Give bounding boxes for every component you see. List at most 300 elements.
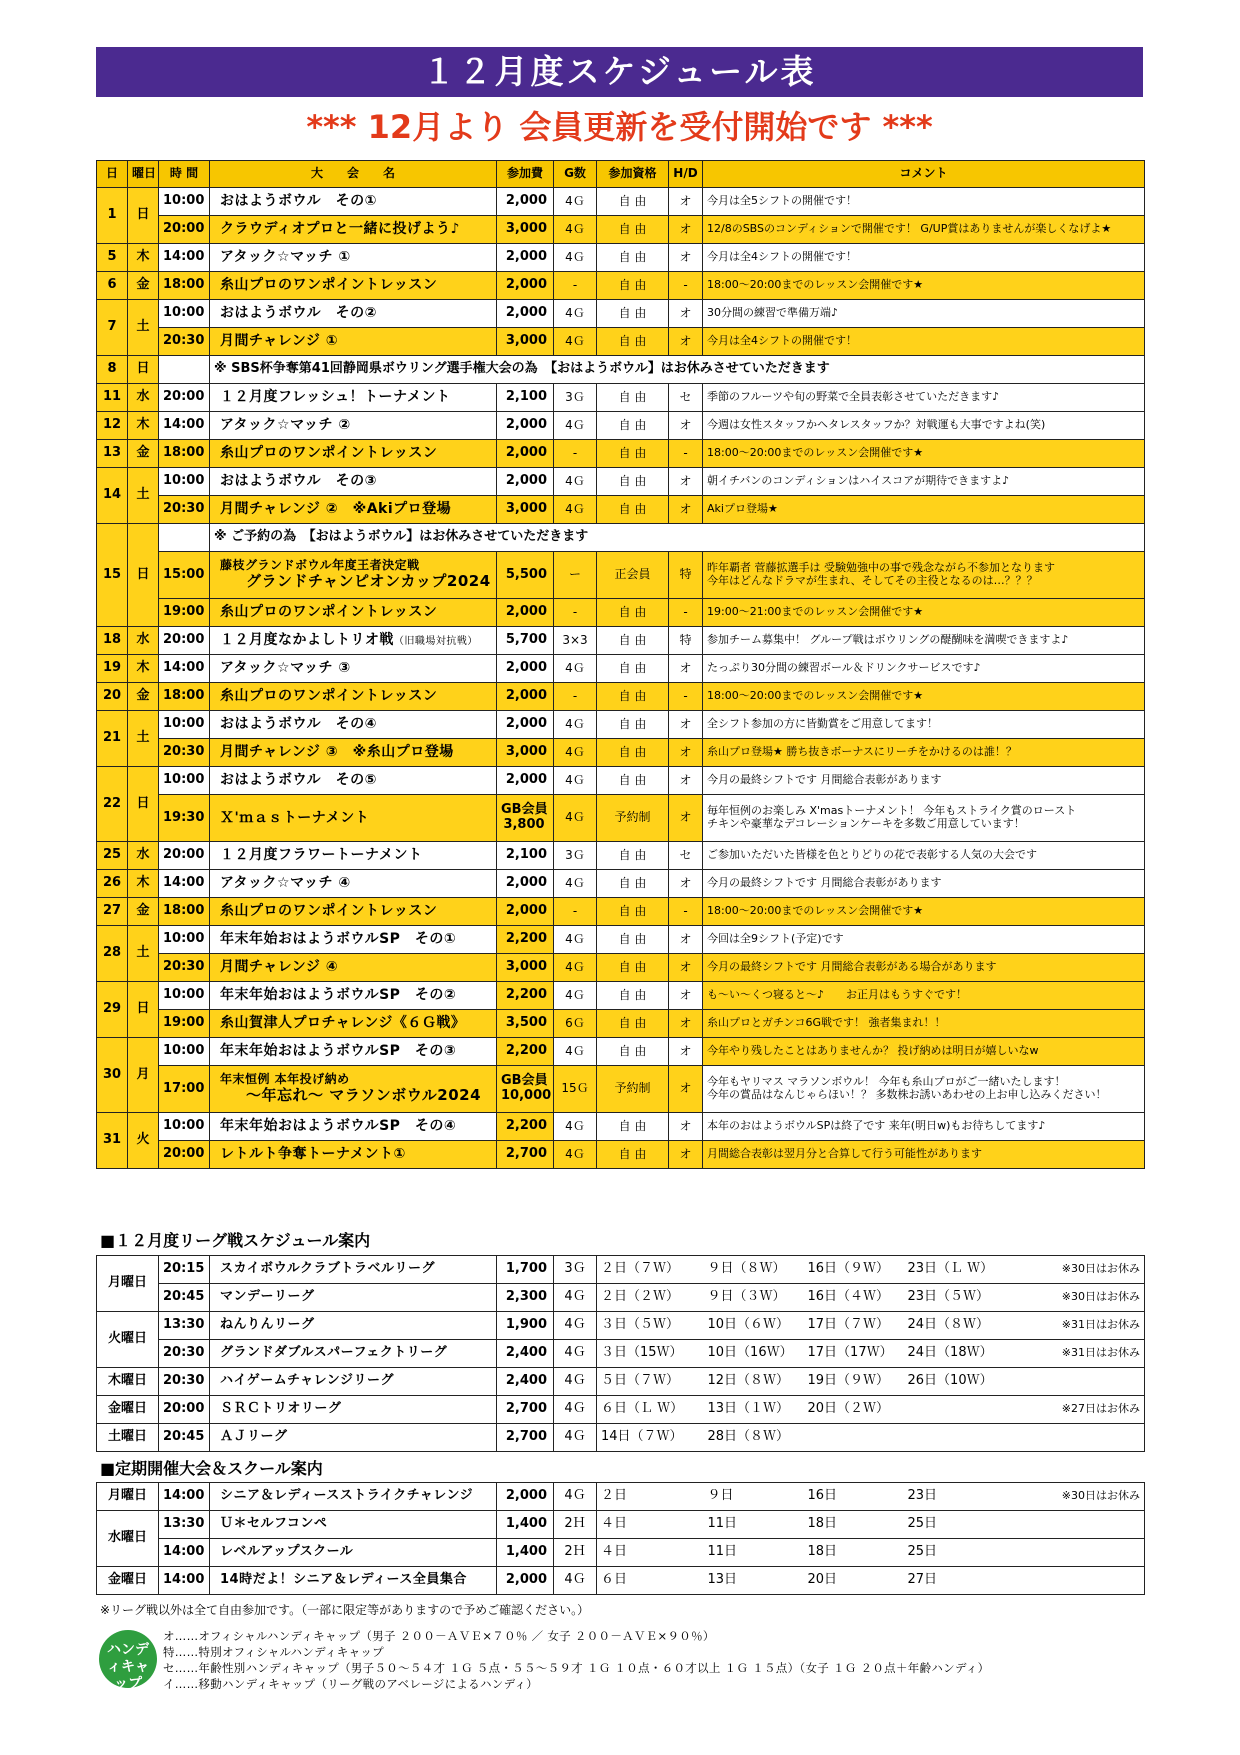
day-cell: 13: [97, 440, 128, 468]
comment-line: 朝イチバンのコンディションはハイスコアが期待できますよ♪: [707, 474, 1010, 488]
event-name-line: おはようボウル その③: [220, 473, 377, 490]
event-name-line: 年末恒例 本年投げ納め: [220, 1072, 350, 1087]
event-name: [210, 244, 497, 272]
date-cell: ２日（７Ｗ）: [597, 1256, 704, 1284]
qualification-cell: 自 由: [597, 216, 669, 244]
games-cell: 3Ｇ: [554, 842, 597, 870]
time-cell: 14:00: [159, 1539, 210, 1567]
weekday-cell: 金: [128, 272, 159, 300]
event-name: [210, 440, 497, 468]
regular-row: [97, 1483, 1145, 1511]
day-cell: 5: [97, 244, 128, 272]
qualification-cell: 自 由: [597, 842, 669, 870]
event-name-line: 月間チャレンジ ④: [220, 959, 339, 976]
table-row: [97, 599, 1145, 627]
weekday-cell: 金: [128, 440, 159, 468]
fee-cell: 3,500: [497, 1010, 554, 1038]
time-cell: 13:30: [159, 1312, 210, 1340]
time-cell: [159, 356, 210, 384]
handicap-cell: オ: [669, 1113, 703, 1141]
event-name: ハイゲームチャレンジリーグ: [210, 1368, 497, 1396]
event-name: [210, 1113, 497, 1141]
event-name-note: （旧職場対抗戦）: [393, 636, 478, 648]
qualification-cell: 予約制: [597, 1066, 669, 1113]
handicap-cell: オ: [669, 954, 703, 982]
comment-cell: [703, 842, 1145, 870]
event-name: [210, 468, 497, 496]
weekday-cell: 月曜日: [97, 1256, 159, 1312]
league-row: [97, 1396, 1145, 1424]
table-row: [97, 926, 1145, 954]
fee-cell: 2,000: [497, 767, 554, 795]
event-name-line: 糸山プロのワンポイントレッスン: [220, 688, 438, 705]
qualification-cell: 自 由: [597, 954, 669, 982]
table-row: [97, 300, 1145, 328]
comment-cell: [703, 216, 1145, 244]
comment-line: 今月は全4シフトの開催です！: [707, 250, 857, 264]
event-name: [210, 627, 497, 655]
table-row: [97, 1066, 1145, 1113]
weekday-cell: 土: [128, 468, 159, 524]
games-cell: 2Ｈ: [554, 1511, 597, 1539]
comment-line: 糸山プロ登場★ 勝ち抜きボーナスにリーチをかけるのは誰！？: [707, 745, 1017, 759]
date-cell: 10日（16Ｗ）: [704, 1340, 804, 1368]
games-cell: -: [554, 683, 597, 711]
comment-cell: [703, 1038, 1145, 1066]
event-name: [210, 599, 497, 627]
event-name: [210, 1010, 497, 1038]
event-name: [210, 795, 497, 842]
regular-section-title: ■定期開催大会＆スクール案内: [100, 1459, 323, 1478]
time-cell: 20:15: [159, 1256, 210, 1284]
day-cell: 29: [97, 982, 128, 1038]
event-name-line: 年末年始おはようボウルSP その①: [220, 931, 457, 948]
table-row: [97, 711, 1145, 739]
comment-cell: [703, 926, 1145, 954]
event-name: [210, 272, 497, 300]
date-cell: 18日: [804, 1511, 904, 1539]
fee-cell: 2,200: [497, 982, 554, 1010]
qualification-cell: 自 由: [597, 468, 669, 496]
fee-cell: 3,000: [497, 954, 554, 982]
comment-cell: [703, 982, 1145, 1010]
comment-line: たっぷり30分間の練習ボール＆ドリンクサービスです♪: [707, 661, 981, 675]
date-cell: 23日: [904, 1483, 1004, 1511]
day-cell: 20: [97, 683, 128, 711]
event-name-line: 糸山プロのワンポイントレッスン: [220, 903, 438, 920]
fee-cell: 2,200: [497, 926, 554, 954]
event-name: [210, 739, 497, 767]
qualification-cell: 自 由: [597, 328, 669, 356]
weekday-cell: 火: [128, 1113, 159, 1169]
date-cell: 23日（Ｌ Ｗ）: [904, 1256, 1004, 1284]
weekday-cell: 日: [128, 188, 159, 244]
handicap-cell: オ: [669, 1010, 703, 1038]
handicap-cell: オ: [669, 496, 703, 524]
comment-line: 本年のおはようボウルSPは終了です 来年(明日w)もお待ちしてます♪: [707, 1119, 1046, 1133]
comment-cell: [703, 496, 1145, 524]
day-cell: 27: [97, 898, 128, 926]
event-name-line: アタック☆マッチ ④: [220, 875, 351, 892]
qualification-cell: 自 由: [597, 440, 669, 468]
table-row: [97, 1010, 1145, 1038]
event-name: [210, 711, 497, 739]
handicap-cell: オ: [669, 795, 703, 842]
weekday-cell: 水: [128, 384, 159, 412]
time-cell: 14:00: [159, 244, 210, 272]
handicap-badge-label: ハンディキャップ: [107, 1642, 149, 1692]
qualification-cell: 自 由: [597, 767, 669, 795]
event-name-line: 年末年始おはようボウルSP その③: [220, 1043, 457, 1060]
closure-note: ※ ご予約の為 【おはようボウル】はお休みさせていただきます: [210, 524, 1145, 552]
comment-cell: [703, 1113, 1145, 1141]
fee-cell: 1,700: [497, 1256, 554, 1284]
handicap-cell: オ: [669, 300, 703, 328]
league-row: [97, 1424, 1145, 1452]
games-cell: 4Ｇ: [554, 870, 597, 898]
fee-cell: 2,700: [497, 1396, 554, 1424]
handicap-badge: [99, 1630, 157, 1692]
handicap-cell: セ: [669, 842, 703, 870]
fee-cell: 2,000: [497, 1567, 554, 1595]
comment-line: 糸山プロとガチンコ6G戦です！ 強者集まれ！！: [707, 1016, 946, 1030]
date-cell: 20日: [804, 1567, 904, 1595]
time-cell: 14:00: [159, 870, 210, 898]
day-cell: 11: [97, 384, 128, 412]
handicap-cell: オ: [669, 739, 703, 767]
games-cell: 4Ｇ: [554, 468, 597, 496]
day-cell: 25: [97, 842, 128, 870]
league-row: [97, 1312, 1145, 1340]
handicap-cell: -: [669, 683, 703, 711]
table-row: [97, 440, 1145, 468]
league-row: [97, 1340, 1145, 1368]
comment-line: 今月の最終シフトです 月間総合表彰があります: [707, 876, 942, 890]
comment-cell: [703, 272, 1145, 300]
weekday-cell: 月: [128, 1038, 159, 1113]
comment-line: 30分間の練習で準備万端♪: [707, 306, 839, 320]
fee-cell: 2,000: [497, 870, 554, 898]
date-cell: 18日: [804, 1539, 904, 1567]
games-cell: 15Ｇ: [554, 1066, 597, 1113]
comment-cell: [703, 711, 1145, 739]
time-cell: 20:45: [159, 1424, 210, 1452]
table-row: [97, 496, 1145, 524]
qualification-cell: 自 由: [597, 982, 669, 1010]
comment-cell: [703, 898, 1145, 926]
fee-cell: 2,100: [497, 384, 554, 412]
event-name-line: ～年忘れ～ マラソンボウル2024: [246, 1086, 482, 1105]
league-row: [97, 1284, 1145, 1312]
day-cell: 15: [97, 524, 128, 627]
note-cell: [1004, 1424, 1145, 1452]
day-cell: 1: [97, 188, 128, 244]
weekday-cell: 日: [128, 356, 159, 384]
time-cell: 18:00: [159, 683, 210, 711]
time-cell: 20:45: [159, 1284, 210, 1312]
legend-line: 特……特別オフィシャルハンディキャップ: [163, 1645, 384, 1659]
games-cell: 4Ｇ: [554, 655, 597, 683]
event-name-line: Ｘ'ｍａｓトーナメント: [220, 809, 370, 826]
table-row: [97, 328, 1145, 356]
games-cell: 2Ｈ: [554, 1539, 597, 1567]
event-name: [210, 898, 497, 926]
note-cell: [1004, 1539, 1145, 1567]
weekday-cell: 日: [128, 982, 159, 1038]
date-cell: 16日（４Ｗ）: [804, 1284, 904, 1312]
fee-cell: 3,000: [497, 216, 554, 244]
comment-line: チキンや豪華なデコレーションケーキを多数ご用意しています！: [707, 817, 1025, 830]
fee-cell: 3,000: [497, 739, 554, 767]
comment-cell: [703, 599, 1145, 627]
event-name: ＡＪリーグ: [210, 1424, 497, 1452]
comment-line: 今月の最終シフトです 月間総合表彰がある場合があります: [707, 960, 997, 974]
time-cell: 20:00: [159, 842, 210, 870]
handicap-cell: オ: [669, 188, 703, 216]
table-row: [97, 1038, 1145, 1066]
time-cell: 14:00: [159, 1483, 210, 1511]
handicap-cell: オ: [669, 926, 703, 954]
date-cell: 25日: [904, 1539, 1004, 1567]
event-name: [210, 1038, 497, 1066]
games-cell: 4Ｇ: [554, 1567, 597, 1595]
league-body: [97, 1256, 1145, 1452]
event-name: [210, 926, 497, 954]
event-name-line: 年末年始おはようボウルSP その④: [220, 1118, 457, 1135]
date-cell: 19日（９Ｗ）: [804, 1368, 904, 1396]
event-name: ＳＲＣトリオリーグ: [210, 1396, 497, 1424]
comment-cell: [703, 300, 1145, 328]
qualification-cell: 自 由: [597, 188, 669, 216]
date-cell: 27日: [904, 1567, 1004, 1595]
qualification-cell: 予約制: [597, 795, 669, 842]
games-cell: 4Ｇ: [554, 1038, 597, 1066]
league-table: [96, 1255, 1145, 1452]
qualification-cell: 自 由: [597, 244, 669, 272]
table-row: [97, 683, 1145, 711]
date-cell: 20日（２Ｗ）: [804, 1396, 904, 1424]
handicap-cell: -: [669, 440, 703, 468]
fee-cell: 1,400: [497, 1511, 554, 1539]
fee-cell: [497, 795, 554, 842]
games-cell: 4Ｇ: [554, 954, 597, 982]
event-name: [210, 683, 497, 711]
fee-cell: 2,000: [497, 440, 554, 468]
date-cell: ３日（15Ｗ）: [597, 1340, 704, 1368]
date-cell: 16日（９Ｗ）: [804, 1256, 904, 1284]
day-cell: 30: [97, 1038, 128, 1113]
time-cell: 17:00: [159, 1066, 210, 1113]
comment-line: 月間総合表彰は翌月分と合算して行う可能性があります: [707, 1147, 982, 1161]
announcement: *** 12月より 会員更新を受付開始です ***: [306, 108, 933, 146]
time-cell: 10:00: [159, 926, 210, 954]
games-cell: 4Ｇ: [554, 300, 597, 328]
table-row: [97, 655, 1145, 683]
fee-cell: 2,000: [497, 683, 554, 711]
note-cell: ※30日はお休み: [1004, 1483, 1145, 1511]
day-cell: 7: [97, 300, 128, 356]
comment-cell: [703, 244, 1145, 272]
time-cell: 19:30: [159, 795, 210, 842]
event-name-line: おはようボウル その①: [220, 193, 377, 210]
fee-line: 3,800: [503, 817, 545, 832]
note-cell: ※27日はお休み: [1004, 1396, 1145, 1424]
event-name: [210, 767, 497, 795]
day-cell: 12: [97, 412, 128, 440]
event-name: シニア＆レディースストライクチャレンジ: [210, 1483, 497, 1511]
games-cell: -: [554, 272, 597, 300]
comment-line: 今月は全5シフトの開催です！: [707, 194, 857, 208]
table-header: [97, 161, 1145, 188]
fee-cell: 2,000: [497, 188, 554, 216]
fee-cell: 2,200: [497, 1038, 554, 1066]
date-cell: 11日: [704, 1539, 804, 1567]
note-cell: ※30日はお休み: [1004, 1256, 1145, 1284]
time-cell: 19:00: [159, 599, 210, 627]
games-cell: 4Ｇ: [554, 982, 597, 1010]
event-name: マンデーリーグ: [210, 1284, 497, 1312]
fee-cell: 1,900: [497, 1312, 554, 1340]
qualification-cell: 自 由: [597, 1010, 669, 1038]
date-cell: 13日（１Ｗ）: [704, 1396, 804, 1424]
handicap-cell: -: [669, 599, 703, 627]
event-name: [210, 954, 497, 982]
comment-cell: [703, 1141, 1145, 1169]
date-cell: 24日（８Ｗ）: [904, 1312, 1004, 1340]
fee-cell: 2,700: [497, 1141, 554, 1169]
games-cell: 4Ｇ: [554, 1396, 597, 1424]
fee-cell: 2,000: [497, 599, 554, 627]
comment-cell: [703, 767, 1145, 795]
time-cell: 14:00: [159, 412, 210, 440]
handicap-cell: オ: [669, 870, 703, 898]
games-cell: 4Ｇ: [554, 1284, 597, 1312]
games-cell: 4Ｇ: [554, 1113, 597, 1141]
comment-cell: [703, 384, 1145, 412]
regular-table: [96, 1482, 1145, 1595]
fee-cell: 2,000: [497, 711, 554, 739]
weekday-cell: 金: [128, 683, 159, 711]
comment-cell: [703, 440, 1145, 468]
time-cell: 20:30: [159, 496, 210, 524]
games-cell: 3Ｇ: [554, 1256, 597, 1284]
comment-cell: [703, 1066, 1145, 1113]
closure-note: ※ SBS杯争奪第41回静岡県ボウリング選手権大会の為 【おはようボウル】はお休みさせていただきます: [210, 356, 1145, 384]
weekday-cell: 木: [128, 655, 159, 683]
comment-line: 季節のフルーツや旬の野菜で全員表彰させていただきます♪: [707, 390, 1000, 404]
fee-cell: 5,500: [497, 552, 554, 599]
event-name: [210, 188, 497, 216]
date-cell: ４日: [597, 1539, 704, 1567]
fee-cell: 2,000: [497, 468, 554, 496]
games-cell: -: [554, 440, 597, 468]
event-name: [210, 1141, 497, 1169]
games-cell: 4Ｇ: [554, 767, 597, 795]
qualification-cell: 自 由: [597, 898, 669, 926]
regular-body: [97, 1483, 1145, 1595]
legend-line: セ……年齢性別ハンディキャップ（男子５０～５４才 １Ｇ ５点・５５～５９才 １Ｇ １０点・６０才以上 １Ｇ １５点）（女子 １Ｇ ２０点＋年齢ハンディ）: [163, 1661, 990, 1675]
qualification-cell: 自 由: [597, 1113, 669, 1141]
day-cell: 22: [97, 767, 128, 842]
qualification-cell: 自 由: [597, 412, 669, 440]
event-name: スカイボウルクラブトラベルリーグ: [210, 1256, 497, 1284]
comment-line: 今週は女性スタッフかヘタレスタッフか？対戦運も大事ですよね(笑): [707, 418, 1046, 432]
event-name-line: 年末年始おはようボウルSP その②: [220, 987, 457, 1004]
header-day: 日: [97, 161, 128, 188]
table-row: [97, 384, 1145, 412]
handicap-cell: オ: [669, 468, 703, 496]
time-cell: 10:00: [159, 468, 210, 496]
handicap-cell: セ: [669, 384, 703, 412]
comment-line: も～い～くつ寝ると～♪ お正月はもうすぐです！: [707, 988, 968, 1002]
league-row: [97, 1256, 1145, 1284]
regular-row: [97, 1511, 1145, 1539]
time-cell: 14:00: [159, 655, 210, 683]
comment-cell: [703, 468, 1145, 496]
games-cell: ー: [554, 552, 597, 599]
weekday-cell: 土: [128, 711, 159, 767]
fee-cell: 2,000: [497, 655, 554, 683]
games-cell: 4Ｇ: [554, 328, 597, 356]
fee-cell: 2,000: [497, 1483, 554, 1511]
comment-cell: [703, 795, 1145, 842]
date-cell: 16日: [804, 1483, 904, 1511]
games-cell: -: [554, 898, 597, 926]
event-name: グランドダブルスパーフェクトリーグ: [210, 1340, 497, 1368]
qualification-cell: 自 由: [597, 655, 669, 683]
legend-line: オ……オフィシャルハンディキャップ（男子 ２００－ＡＶＥ×７０％ ／ 女子 ２００－ＡＶＥ×９０％）: [163, 1629, 715, 1643]
fee-cell: 2,400: [497, 1340, 554, 1368]
table-row: [97, 870, 1145, 898]
note-cell: ※31日はお休み: [1004, 1312, 1145, 1340]
time-cell: 18:00: [159, 272, 210, 300]
games-cell: 4Ｇ: [554, 739, 597, 767]
table-row: [97, 468, 1145, 496]
event-name: [210, 216, 497, 244]
comment-cell: [703, 954, 1145, 982]
weekday-cell: 日: [128, 524, 159, 627]
fee-line: GB会員: [501, 1073, 548, 1089]
day-cell: 19: [97, 655, 128, 683]
event-name-line: おはようボウル その⑤: [220, 772, 377, 789]
comment-line: 18:00～20:00までのレッスン会開催です★: [707, 446, 924, 460]
comment-line: 今年はどんなドラマが生まれ、そしてその主役となるのは…？？？: [707, 574, 1038, 587]
time-cell: 20:30: [159, 328, 210, 356]
day-cell: 31: [97, 1113, 128, 1169]
qualification-cell: 自 由: [597, 272, 669, 300]
event-name: [210, 870, 497, 898]
fee-cell: 2,000: [497, 300, 554, 328]
date-cell: 26日（10Ｗ）: [904, 1368, 1004, 1396]
qualification-cell: 自 由: [597, 384, 669, 412]
date-cell: ９日（８Ｗ）: [704, 1256, 804, 1284]
fee-cell: 2,000: [497, 244, 554, 272]
weekday-cell: 土: [128, 926, 159, 982]
header-fee: 参加費: [497, 161, 554, 188]
comment-line: 19:00～21:00までのレッスン会開催です★: [707, 605, 924, 619]
event-name: Ｕ＊セルフコンペ: [210, 1511, 497, 1539]
games-cell: 4Ｇ: [554, 1483, 597, 1511]
table-row: [97, 356, 1145, 384]
fee-cell: 2,400: [497, 1368, 554, 1396]
table-row: [97, 188, 1145, 216]
day-cell: 26: [97, 870, 128, 898]
regular-row: [97, 1567, 1145, 1595]
qualification-cell: 自 由: [597, 496, 669, 524]
note-cell: ※30日はお休み: [1004, 1284, 1145, 1312]
time-cell: 10:00: [159, 300, 210, 328]
qualification-cell: 正会員: [597, 552, 669, 599]
